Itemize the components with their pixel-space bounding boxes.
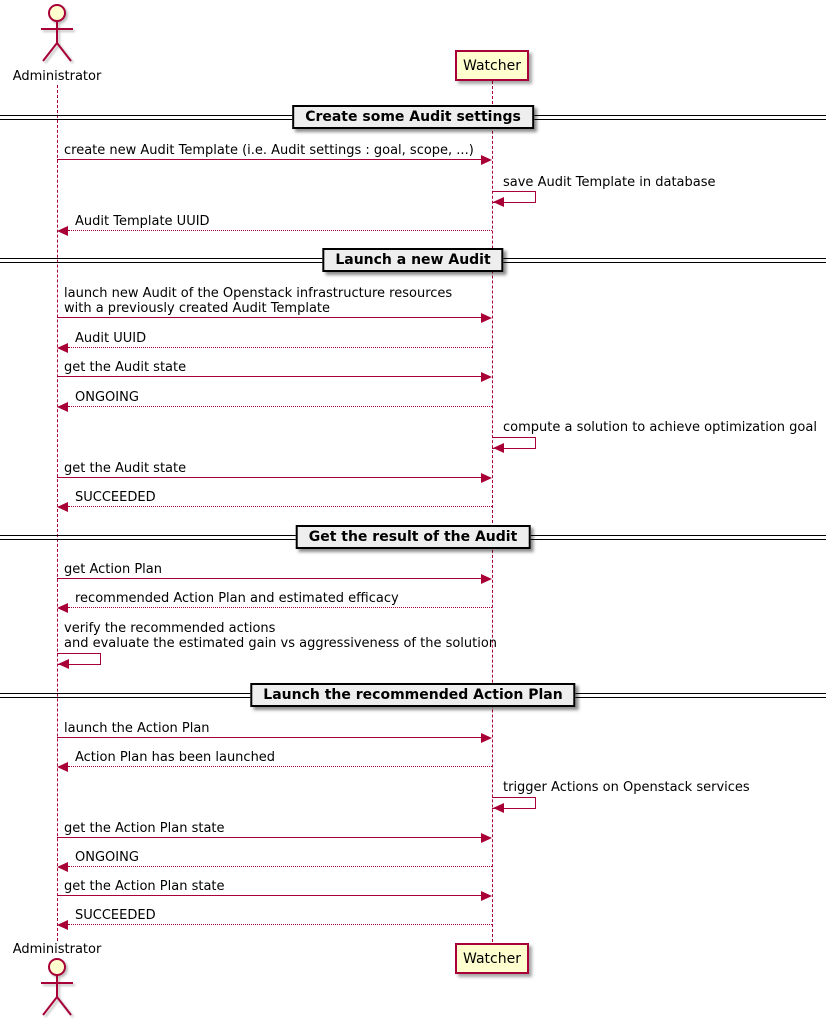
message-label: Action Plan has been launched: [75, 750, 276, 765]
arrowhead-left-icon: [493, 803, 504, 813]
arrowhead-left-icon: [493, 197, 504, 207]
message-arrow: [57, 477, 481, 478]
message-label: create new Audit Template (i.e. Audit settings : goal, scope, ...): [64, 143, 474, 158]
arrowhead-left-icon: [57, 502, 68, 512]
watcher-participant-top: Watcher: [455, 50, 529, 81]
arrowhead-right-icon: [481, 313, 492, 323]
message-label: SUCCEEDED: [75, 490, 156, 505]
arrowhead-left-icon: [57, 402, 68, 412]
self-message-arrow: [492, 437, 536, 449]
message-arrow: [57, 317, 481, 318]
message-arrow: [57, 376, 481, 377]
message-arrow: [57, 837, 481, 838]
divider-create-audit-settings: Create some Audit settings: [292, 105, 534, 129]
arrowhead-right-icon: [481, 372, 492, 382]
message-label: ONGOING: [75, 850, 139, 865]
message-arrow: [57, 578, 481, 579]
arrowhead-right-icon: [481, 574, 492, 584]
message-label: get the Action Plan state: [64, 821, 225, 836]
self-message-arrow: [492, 191, 536, 203]
divider-launch-action-plan: Launch the recommended Action Plan: [250, 683, 575, 707]
message-label: verify the recommended actions and evaluate the estimated gain vs aggressiveness of the solution: [64, 621, 498, 651]
arrowhead-right-icon: [481, 833, 492, 843]
message-arrow: [68, 230, 492, 231]
arrowhead-right-icon: [481, 473, 492, 483]
arrowhead-left-icon: [493, 443, 504, 453]
message-label: recommended Action Plan and estimated efficacy: [75, 591, 399, 606]
message-arrow: [57, 159, 481, 160]
watcher-participant-bottom: Watcher: [455, 943, 529, 974]
message-label: launch the Action Plan: [64, 721, 210, 736]
arrowhead-right-icon: [481, 155, 492, 165]
arrowhead-left-icon: [57, 762, 68, 772]
administrator-actor-icon: [34, 957, 80, 1019]
administrator-label-top: Administrator: [12, 69, 102, 84]
message-arrow: [68, 406, 492, 407]
message-label: Audit Template UUID: [75, 214, 210, 229]
message-arrow: [57, 895, 481, 896]
message-label: SUCCEEDED: [75, 908, 156, 923]
message-arrow: [57, 737, 481, 738]
message-label: get the Audit state: [64, 461, 187, 476]
self-message-arrow: [57, 653, 101, 665]
message-label: launch new Audit of the Openstack infrastructure resources with a previously created Audit Template: [64, 286, 453, 316]
message-label: get Action Plan: [64, 562, 162, 577]
arrowhead-right-icon: [481, 891, 492, 901]
message-arrow: [68, 506, 492, 507]
message-arrow: [68, 347, 492, 348]
arrowhead-left-icon: [57, 343, 68, 353]
message-label: compute a solution to achieve optimization goal: [503, 420, 817, 435]
message-arrow: [68, 766, 492, 767]
arrowhead-left-icon: [57, 920, 68, 930]
message-label: get the Action Plan state: [64, 879, 225, 894]
arrowhead-left-icon: [57, 226, 68, 236]
arrowhead-left-icon: [57, 862, 68, 872]
arrowhead-right-icon: [481, 733, 492, 743]
message-label: save Audit Template in database: [503, 175, 716, 190]
message-label: ONGOING: [75, 390, 139, 405]
administrator-actor-icon: [34, 3, 80, 65]
arrowhead-left-icon: [57, 603, 68, 613]
message-arrow: [68, 866, 492, 867]
message-label: trigger Actions on Openstack services: [503, 780, 750, 795]
arrowhead-left-icon: [58, 659, 69, 669]
divider-launch-new-audit: Launch a new Audit: [322, 248, 503, 272]
message-arrow: [68, 924, 492, 925]
message-label: Audit UUID: [75, 331, 147, 346]
message-arrow: [68, 607, 492, 608]
administrator-label-bottom: Administrator: [12, 942, 102, 957]
lifeline-administrator: [57, 85, 58, 941]
message-label: get the Audit state: [64, 360, 187, 375]
divider-get-result-audit: Get the result of the Audit: [296, 525, 531, 549]
self-message-arrow: [492, 797, 536, 809]
